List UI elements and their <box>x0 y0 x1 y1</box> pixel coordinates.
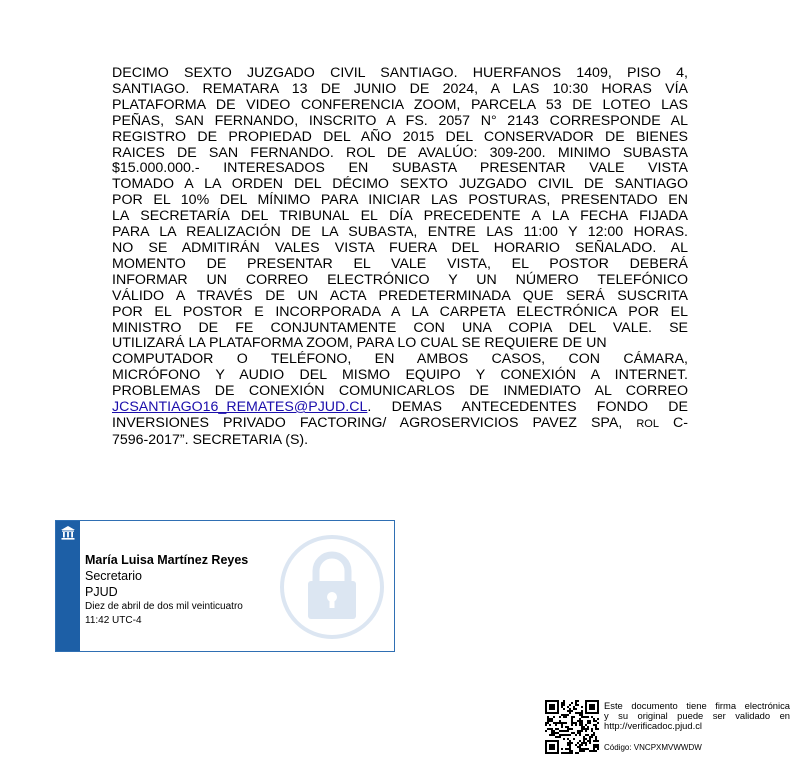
notice-line: DECIMO SEXTO JUZGADO CIVIL SANTIAGO. HUERFANOS 1409, PISO 4, <box>112 65 688 81</box>
notice-line: MICRÓFONO Y AUDIO DEL MISMO EQUIPO Y CONEXIÓN A INTERNET. <box>112 367 688 384</box>
notice-line: LA SECRETARÍA DEL TRIBUNAL EL DÍA PRECEDENTE A LA FECHA FIJADA <box>112 208 688 225</box>
notice-line: TOMADO A LA ORDEN DEL DÉCIMO SEXTO JUZGADO CIVIL DE SANTIAGO <box>112 176 688 193</box>
rol-text: ROL <box>636 417 659 430</box>
notice-line: REGISTRO DE PROPIEDAD DEL AÑO 2015 DEL CONSERVADOR DE BIENES <box>112 128 688 145</box>
notice-line: MINISTRO DE FE CONJUNTAMENTE CON UNA COPIA DEL VALE. SE <box>112 319 688 336</box>
courthouse-icon <box>60 525 76 541</box>
notice-line: UTILIZARÁ LA PLATAFORMA ZOOM, PARA LO CUAL SE REQUIERE DE UN <box>112 335 607 352</box>
verification-line: y su original puede ser validado en <box>604 710 790 722</box>
notice-line-email <box>112 400 688 416</box>
email-link[interactable]: JCSANTIAGO16_REMATES@PJUD.CL <box>112 399 368 416</box>
notice-line: VÁLIDO A TRAVÉS DE UN ACTA PREDETERMINADA QUE SERÁ SUSCRITA <box>112 287 688 304</box>
notice-line <box>112 416 688 433</box>
signature-date: Diez de abril de dos mil veinticuatro <box>85 601 243 612</box>
notice-line: NO SE ADMITIRÁN VALES VISTA FUERA DEL HORARIO SEÑALADO. AL <box>112 239 688 256</box>
notice-text: . DEMAS ANTECEDENTES FONDO DE <box>367 399 688 416</box>
signature-time: 11:42 UTC-4 <box>85 614 142 626</box>
auction-notice <box>112 66 688 449</box>
verification-footer <box>545 700 790 755</box>
notice-line: PROBLEMAS DE CONEXIÓN COMUNICARLOS DE INMEDIATO AL CORREO <box>112 383 688 400</box>
signer-role: Secretario <box>85 569 142 583</box>
notice-text: C- <box>673 414 688 431</box>
verification-line: Este documento tiene firma electrónica <box>604 700 790 711</box>
lock-watermark-icon <box>278 533 386 641</box>
notice-text: INVERSIONES PRIVADO FACTORING/ AGROSERVICIOS PAVEZ SPA, <box>112 414 623 431</box>
notice-line: PLATAFORMA DE VIDEO CONFERENCIA ZOOM, PARCELA 53 DE LOTEO LAS <box>112 96 688 113</box>
verification-code: Código: VNCPXMVWWDW <box>604 743 702 752</box>
verification-text <box>604 701 790 732</box>
qr-code-icon <box>545 700 599 754</box>
notice-line: INFORMAR UN CORREO ELECTRÓNICO Y UN NÚMERO TELEFÓNICO <box>112 271 688 288</box>
notice-line: RAICES DE SAN FERNANDO. ROL DE AVALÚO: 309-200. MINIMO SUBASTA <box>112 144 688 161</box>
notice-line: SANTIAGO. REMATARA 13 DE JUNIO DE 2024, A LAS 10:30 HORAS VÍA <box>112 80 688 97</box>
verification-url: http://verificadoc.pjud.cl <box>604 720 702 732</box>
signature-sidebar <box>56 521 80 651</box>
signature-info <box>85 553 248 626</box>
notice-line: PARA LA REALIZACIÓN DE LA SUBASTA, ENTRE LAS 11:00 Y 12:00 HORAS. <box>112 224 688 241</box>
notice-line: PEÑAS, SAN FERNANDO, INSCRITO A FS. 2057 N° 2143 CORRESPONDE AL <box>112 112 688 129</box>
signer-organization: PJUD <box>85 585 118 599</box>
notice-line: POR EL 10% DEL MÍNIMO PARA INICIAR LAS POSTURAS, PRESENTADO EN <box>112 192 688 209</box>
signer-name: María Luisa Martínez Reyes <box>85 553 249 567</box>
notice-line: 7596-2017”. SECRETARIA (S). <box>112 431 309 448</box>
electronic-signature-box <box>55 520 395 652</box>
notice-line: $15.000.000.- INTERESADOS EN SUBASTA PRESENTAR VALE VISTA <box>112 160 688 177</box>
notice-line: MOMENTO DE PRESENTAR EL VALE VISTA, EL POSTOR DEBERÁ <box>112 255 688 272</box>
notice-line: COMPUTADOR O TELÉFONO, EN AMBOS CASOS, CON CÁMARA, <box>112 351 688 368</box>
notice-line: POR EL POSTOR E INCORPORADA A LA CARPETA ELECTRÓNICA POR EL <box>112 303 688 320</box>
